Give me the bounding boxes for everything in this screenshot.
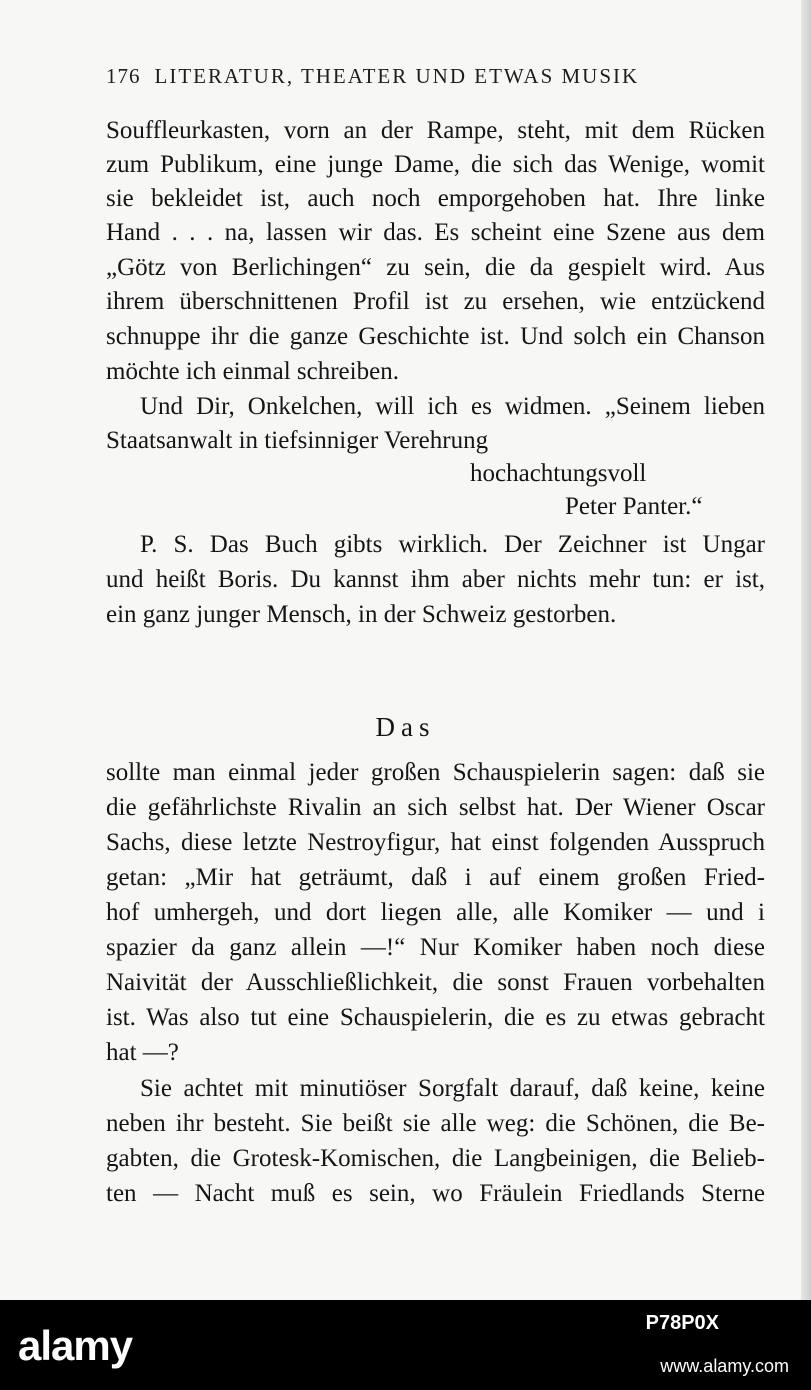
text-line: Sachs, diese letzte Nestroyfigur, hat einst folgenden Ausspruch xyxy=(106,829,765,856)
section-title: Das xyxy=(375,712,436,742)
running-head: LITERATUR, THEATER UND ETWAS MUSIK xyxy=(154,64,640,88)
text-line: „Götz von Berlichingen“ zu sein, die da gespielt wird. Aus xyxy=(106,254,765,281)
text-line: Souffleurkasten, vorn an der Rampe, steht, mit dem Rücken xyxy=(106,117,765,144)
text-line: ihrem überschnittenen Profil ist zu ersehen, wie entzückend xyxy=(106,288,765,315)
text-line: hat —? xyxy=(106,1039,179,1066)
text-line: gabten, die Grotesk-Komischen, die Langbeinigen, die Belieb- xyxy=(106,1145,765,1172)
stock-footer-bar xyxy=(0,1300,811,1390)
text-line: Sie achtet mit minutiöser Sorgfalt darauf, daß keine, keine xyxy=(140,1075,765,1102)
text-line: Und Dir, Onkelchen, will ich es widmen. „Seinem lieben xyxy=(140,393,765,420)
text-line: sie bekleidet ist, auch noch emporgehoben hat. Ihre linke xyxy=(106,185,765,212)
text-line: ten — Nacht muß es sein, wo Fräulein Friedlands Sterne xyxy=(106,1180,765,1207)
text-line: Hand . . . na, lassen wir das. Es scheint eine Szene aus dem xyxy=(106,219,765,246)
page-edge xyxy=(801,0,811,1300)
text-line: P. S. Das Buch gibts wirklich. Der Zeichner ist Ungar xyxy=(140,531,765,558)
text-line: ein ganz junger Mensch, in der Schweiz gestorben. xyxy=(106,601,617,628)
text-line: hof umhergeh, und dort liegen alle, alle Komiker — und i xyxy=(106,899,765,926)
site-url: www.alamy.com xyxy=(660,1356,789,1376)
text-line: Naivität der Ausschließlichkeit, die sonst Frauen vorbehalten xyxy=(106,969,765,996)
text-line: die gefährlichste Rivalin an sich selbst hat. Der Wiener Oscar xyxy=(106,794,765,821)
signature-line: Peter Panter.“ xyxy=(565,493,703,520)
text-line: spazier da ganz allein —!“ Nur Komiker haben noch diese xyxy=(106,934,765,961)
closing-line: hochachtungsvoll xyxy=(470,460,647,487)
text-line: möchte ich einmal schreiben. xyxy=(106,358,399,385)
alamy-logo: alamy xyxy=(18,1322,133,1369)
text-line: neben ihr besteht. Sie beißt sie alle weg: die Schönen, die Be- xyxy=(106,1110,765,1137)
text-line: schnuppe ihr die ganze Geschichte ist. Und solch ein Chanson xyxy=(106,323,765,350)
image-id: P78P0X xyxy=(645,1312,719,1334)
text-line: ist. Was also tut eine Schauspielerin, die es zu etwas gebracht xyxy=(106,1004,765,1031)
page-header xyxy=(106,64,766,89)
text-line: und heißt Boris. Du kannst ihm aber nichts mehr tun: er ist, xyxy=(106,566,765,593)
text-line: sollte man einmal jeder großen Schauspielerin sagen: daß sie xyxy=(106,759,765,786)
page-number: 176 xyxy=(106,64,141,88)
text-line: Staatsanwalt in tiefsinniger Verehrung xyxy=(106,427,489,454)
text-line: zum Publikum, eine junge Dame, die sich das Wenige, womit xyxy=(106,151,765,178)
text-line: getan: „Mir hat geträumt, daß i auf einem großen Fried- xyxy=(106,864,765,891)
